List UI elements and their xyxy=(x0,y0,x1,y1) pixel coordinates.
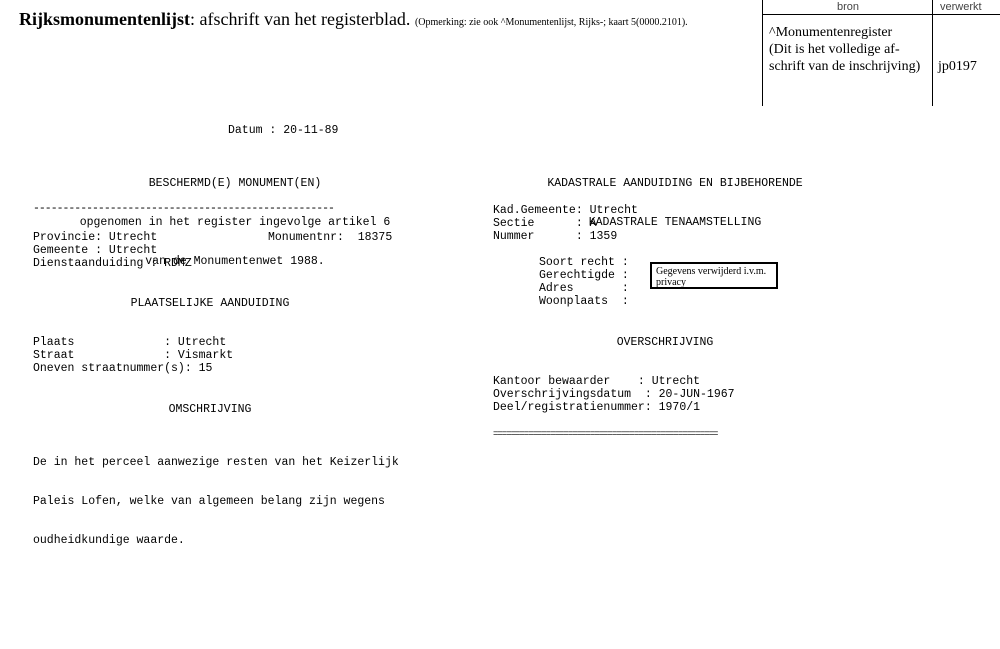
meta-bron-value xyxy=(769,24,941,75)
plaats: Plaats : Utrecht xyxy=(33,336,227,349)
title-rest: : afschrift van het registerblad. xyxy=(190,9,411,29)
sectie: Sectie : A xyxy=(493,217,597,230)
omschrijving-line: De in het perceel aanwezige resten van het Keizerlijk xyxy=(33,456,399,469)
overschrijvingsdatum: Overschrijvingsdatum : 20-JUN-1967 xyxy=(493,388,735,401)
privacy-redaction-note: Gegevens verwijderd i.v.m. privacy xyxy=(650,262,778,289)
oneven-straatnummers: Oneven straatnummer(s): 15 xyxy=(33,362,213,375)
title-note: (Opmerking: zie ook ^Monumentenlijst, Rijks-; kaart 5(0000.2101). xyxy=(414,17,688,28)
plaatselijke-heading: PLAATSELIJKE AANDUIDING xyxy=(130,297,290,310)
meta-box xyxy=(762,0,1000,106)
meta-header-rule xyxy=(762,14,1000,15)
monumentnr: Monumentnr: 18375 xyxy=(268,231,393,244)
omschrijving-line: Paleis Lofen, welke van algemeen belang zijn wegens xyxy=(33,495,385,508)
monument-heading-line: van de Monumentenwet 1988. xyxy=(145,255,325,268)
datum: Datum : 20-11-89 xyxy=(228,124,339,137)
bron-line: (Dit is het volledige af- xyxy=(769,42,900,57)
right-rule: =================================================== xyxy=(493,429,718,439)
omschrijving-line: oudheidkundige waarde. xyxy=(33,534,185,547)
provincie: Provincie: Utrecht xyxy=(33,231,158,244)
monument-heading-line: BESCHERMD(E) MONUMENT(EN) xyxy=(148,177,322,190)
gerechtigde: Gerechtigde : xyxy=(539,269,629,282)
meta-left-border xyxy=(762,0,763,106)
omschrijving-text xyxy=(33,430,399,560)
straat: Straat : Vismarkt xyxy=(33,349,234,362)
kad-gemeente: Kad.Gemeente: Utrecht xyxy=(493,204,638,217)
kantoor-bewaarder: Kantoor bewaarder : Utrecht xyxy=(493,375,701,388)
deel-registratienummer: Deel/registratienummer: 1970/1 xyxy=(493,401,701,414)
meta-verwerkt-value: jp0197 xyxy=(938,59,977,74)
page-title xyxy=(19,9,688,30)
omschrijving-heading: OMSCHRIJVING xyxy=(168,403,252,416)
dienstaanduiding: Dienstaanduiding : RDMZ xyxy=(33,257,192,270)
bron-line: ^Monumentenregister xyxy=(769,25,893,40)
soort-recht: Soort recht : xyxy=(539,256,629,269)
gemeente: Gemeente : Utrecht xyxy=(33,244,158,257)
meta-col-bron: bron xyxy=(837,1,860,13)
left-rule: --------------------------------------------------- xyxy=(33,202,334,215)
woonplaats: Woonplaats : xyxy=(539,295,629,308)
title-bold: Rijksmonumentenlijst xyxy=(19,9,191,29)
nummer: Nummer : 1359 xyxy=(493,230,618,243)
bron-line: schrift van de inschrijving) xyxy=(769,59,921,74)
monument-heading-line: opgenomen in het register ingevolge artikel 6 xyxy=(79,216,391,229)
adres: Adres : xyxy=(539,282,629,295)
overschrijving-heading: OVERSCHRIJVING xyxy=(616,336,714,349)
meta-col-verwerkt: verwerkt xyxy=(940,1,982,13)
kadastrale-heading-line: KADASTRALE TENAAMSTELLING xyxy=(588,216,762,229)
kadastrale-heading-line: KADASTRALE AANDUIDING EN BIJBEHORENDE xyxy=(547,177,803,190)
